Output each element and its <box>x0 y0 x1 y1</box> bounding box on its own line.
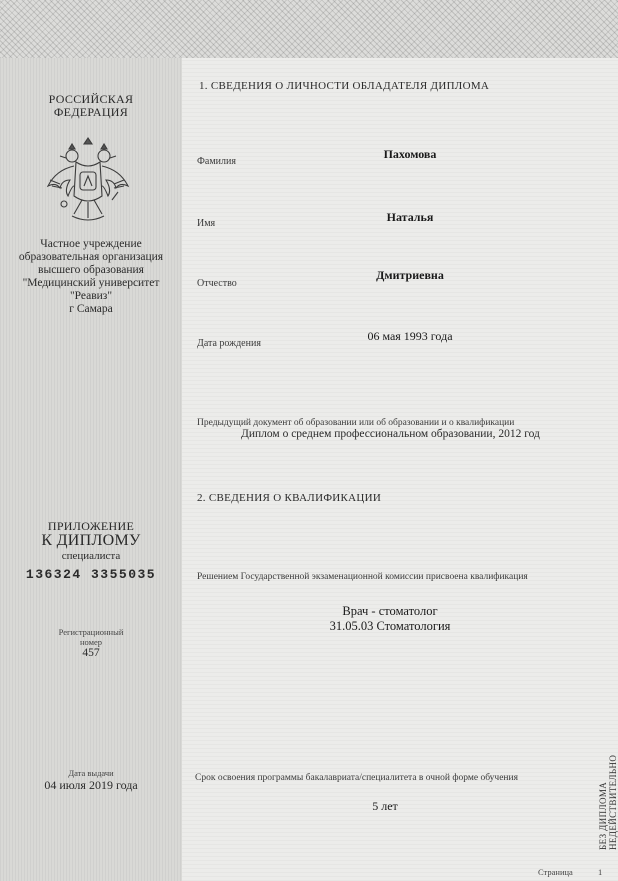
institution-line: высшего образования <box>38 264 144 276</box>
diploma-number: 136324 3355035 <box>25 567 157 582</box>
surname-value: Пахомова <box>383 147 437 161</box>
specialty-value: 31.05.03 Стоматология <box>329 619 451 633</box>
institution-line: "Реавиз" <box>69 290 113 302</box>
previous-document-value: Диплом о среднем профессиональном образовании, 2012 год <box>241 428 540 440</box>
state-name-line2: ФЕДЕРАЦИЯ <box>53 105 129 119</box>
appendix-title-line1: ПРИЛОЖЕНИЕ <box>47 519 135 533</box>
name-label: Имя <box>197 218 216 229</box>
issue-date: 04 июля 2019 года <box>44 778 138 792</box>
institution-line: Частное учреждение <box>40 238 142 250</box>
name-value: Наталья <box>386 210 434 224</box>
security-pattern-band <box>0 0 618 58</box>
section1-heading: 1. СВЕДЕНИЯ О ЛИЧНОСТИ ОБЛАДАТЕЛЯ ДИПЛОМА <box>199 80 490 92</box>
page-number: 1 <box>598 867 603 877</box>
study-duration-label: Срок освоения программы бакалавриата/специалитета в очной форме обучения <box>195 773 518 783</box>
institution-line: "Медицинский университет <box>22 277 160 289</box>
surname-label: Фамилия <box>197 156 236 167</box>
validity-note: БЕЗ ДИПЛОМА НЕДЕЙСТВИТЕЛЬНО <box>598 754 618 850</box>
state-name-line1: РОССИЙСКАЯ <box>48 92 134 106</box>
qualification-decision-text: Решением Государственной экзаменационной комиссии присвоена квалификация <box>197 572 528 582</box>
previous-document-label: Предыдущий документ об образовании или об образовании и о квалификации <box>197 418 515 428</box>
registration-number: 457 <box>82 647 100 659</box>
right-column <box>182 58 618 881</box>
appendix-title-line3: специалиста <box>61 550 121 562</box>
registration-label-line2: номер <box>79 637 103 647</box>
qualification-value: Врач - стоматолог <box>342 604 438 618</box>
section2-heading: 2. СВЕДЕНИЯ О КВАЛИФИКАЦИИ <box>197 492 382 504</box>
issue-date-label: Дата выдачи <box>68 768 114 778</box>
page-label: Страница <box>538 867 573 877</box>
birth-date-value: 06 мая 1993 года <box>367 329 453 343</box>
birth-date-label: Дата рождения <box>197 338 261 349</box>
patronymic-label: Отчество <box>197 278 237 289</box>
institution-line: г Самара <box>69 303 113 315</box>
double-headed-eagle-emblem-icon <box>42 130 134 230</box>
institution-line: образовательная организация <box>18 251 164 263</box>
study-duration-value: 5 лет <box>372 799 398 813</box>
patronymic-value: Дмитриевна <box>376 268 444 282</box>
appendix-title-line2: К ДИПЛОМУ <box>41 532 141 549</box>
registration-label-line1: Регистрационный <box>58 627 124 637</box>
